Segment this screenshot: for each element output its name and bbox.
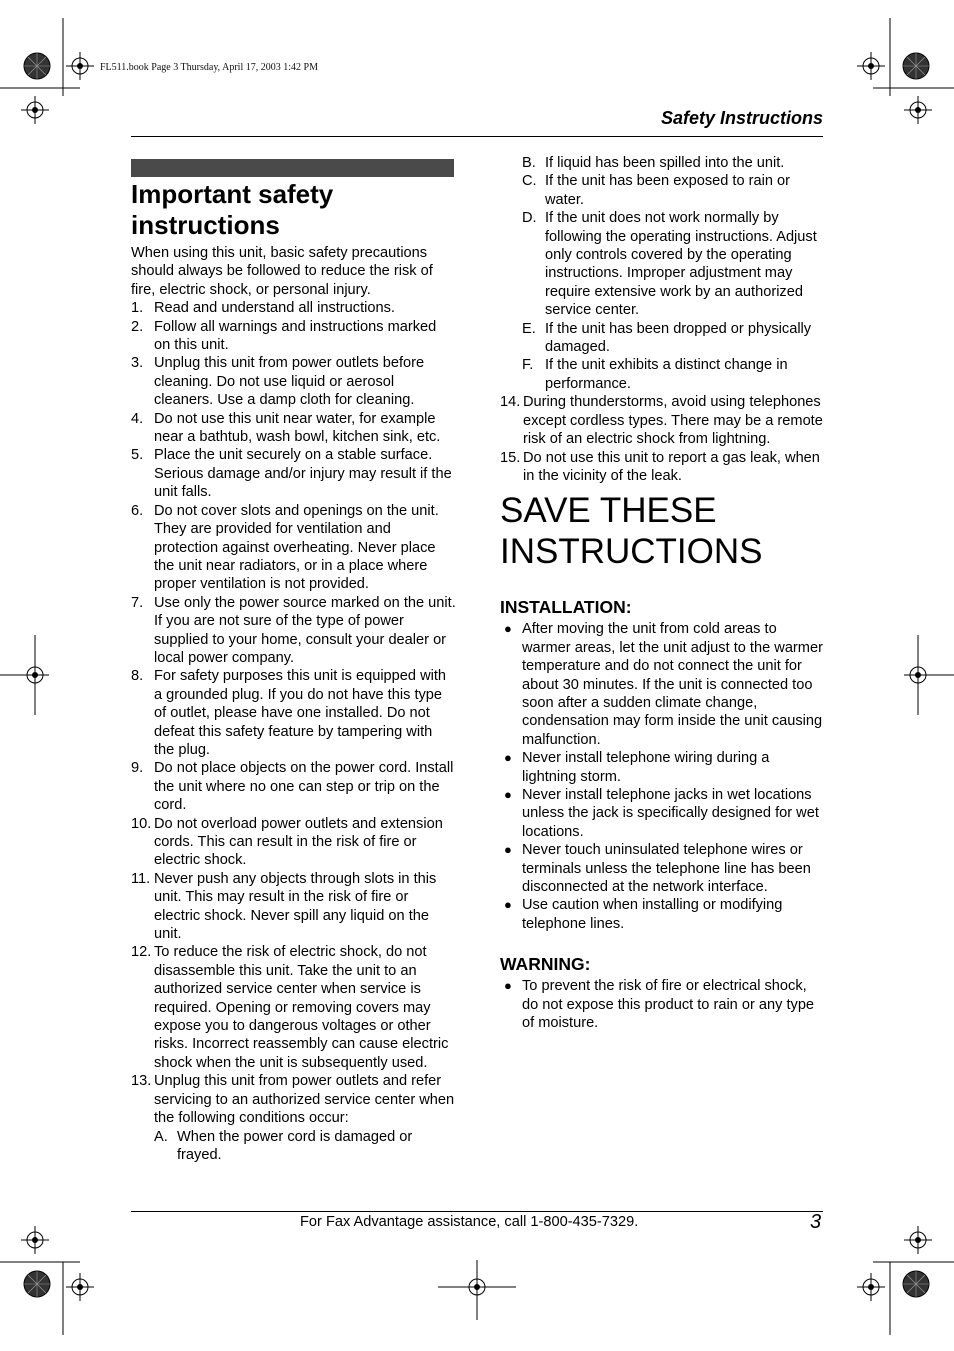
left-column <box>131 244 456 1164</box>
registration-mark-icon <box>904 96 932 124</box>
footer-assistance: For Fax Advantage assistance, call 1-800-435-7329. <box>300 1214 639 1230</box>
list-item <box>500 449 825 486</box>
registration-mark-icon <box>21 96 49 124</box>
list-item-marker: 8. <box>131 668 144 685</box>
conditions-list <box>154 1128 456 1165</box>
list-item-text: Never push any objects through slots in this unit. This may result in the risk of fire or electric shock. Never spill any liquid on the unit. <box>154 870 437 943</box>
bullet-item-marker: ● <box>504 978 512 994</box>
installation-list <box>500 620 825 933</box>
list-item-text: During thunderstorms, avoid using telephones except cordless types. There may be a remote risk of an electric shock from lightning. <box>523 394 823 448</box>
safety-list <box>131 299 456 1164</box>
list-item-marker: 4. <box>131 410 144 427</box>
condition-item-marker: A. <box>154 1128 168 1145</box>
bullet-item-marker: ● <box>504 621 512 637</box>
star-mark-icon <box>24 53 50 79</box>
list-item <box>500 393 825 448</box>
list-item-marker: 1. <box>131 300 144 317</box>
condition-item-marker: D. <box>522 210 537 227</box>
list-item-marker: 13. <box>131 1073 152 1090</box>
bullet-item-marker: ● <box>504 842 512 858</box>
registration-mark-icon <box>21 1226 49 1254</box>
condition-item <box>500 320 825 357</box>
condition-item-text: If the unit has been exposed to rain or water. <box>545 173 791 208</box>
condition-item-marker: B. <box>522 155 536 171</box>
registration-mark-icon <box>66 52 94 80</box>
bullet-item-text: Use caution when installing or modifying telephone lines. <box>522 897 783 932</box>
bullet-item-text: To prevent the risk of fire or electrical shock, do not expose this product to rain or any type of moisture. <box>522 978 815 1032</box>
condition-item-text: If the unit has been dropped or physically damaged. <box>545 320 812 356</box>
right-column <box>500 154 825 1032</box>
list-item <box>131 943 456 1072</box>
list-item-text: Do not use this unit to report a gas leak, when in the vicinity of the leak. <box>523 449 820 484</box>
condition-item <box>154 1128 456 1165</box>
star-mark-icon <box>903 1271 929 1297</box>
condition-item-text: If the unit does not work normally by following the operating instructions. Adjust only controls covered by the operating instructions. Improper adjustment may require extensive work by an authorized service center. <box>545 210 817 319</box>
list-item <box>131 354 456 409</box>
condition-item-marker: C. <box>522 173 537 190</box>
installation-heading: INSTALLATION: <box>500 597 632 618</box>
list-item-text: Do not place objects on the power cord. Install the unit where no one can step or trip on the cord. <box>154 760 454 814</box>
list-item-text: Unplug this unit from power outlets and refer servicing to an authorized service center when the following conditions occur: <box>154 1073 455 1127</box>
list-item-text: Use only the power source marked on the unit. If you are not sure of the type of power supplied to your home, consult your dealer or local power company. <box>154 594 456 666</box>
list-item <box>131 299 456 317</box>
save-instructions-title: SAVE THESE INSTRUCTIONS <box>500 491 763 572</box>
list-item-marker: 14. <box>500 394 521 411</box>
registration-mark-icon <box>857 52 885 80</box>
list-item-text: To reduce the risk of electric shock, do not disassemble this unit. Take the unit to an authorized service center when service is required. Opening or removing covers may expose you to dangerous voltages or other risks. Incorrect reassembly can cause electric shock when the unit is subsequently used. <box>154 944 449 1071</box>
list-item <box>131 667 456 759</box>
list-item-text: Do not use this unit near water, for example near a bathtub, wash bowl, kitchen sink, etc. <box>154 410 441 446</box>
bullet-item <box>500 620 825 749</box>
bullet-item-marker: ● <box>504 750 512 766</box>
list-item-marker: 7. <box>131 594 144 611</box>
list-item <box>131 410 456 447</box>
bullet-item <box>500 786 825 841</box>
bullet-item <box>500 977 825 1032</box>
conditions-list-continued <box>500 154 825 393</box>
list-item-marker: 11. <box>131 870 151 887</box>
list-item <box>131 446 456 501</box>
star-mark-icon <box>24 1271 50 1297</box>
bullet-item-text: Never install telephone jacks in wet locations unless the jack is specifically designed for wet locations. <box>522 786 819 840</box>
registration-mark-icon <box>66 1273 94 1301</box>
condition-item <box>500 154 825 172</box>
list-item <box>131 1072 456 1164</box>
running-header-title: Safety Instructions <box>660 108 823 128</box>
list-item-marker: 10. <box>131 815 152 832</box>
list-item-text: Unplug this unit from power outlets before cleaning. Do not use liquid or aerosol cleaners. Use a damp cloth for cleaning. <box>154 355 425 409</box>
list-item <box>131 594 456 668</box>
bullet-item-text: Never touch uninsulated telephone wires or terminals unless the telephone line has been disconnected at the network interface. <box>522 842 811 895</box>
list-item-text: Do not cover slots and openings on the unit. They are provided for ventilation and protection against overheating. Never place the unit near radiators, or in a place where proper ventilation is not provided. <box>154 502 439 593</box>
header-rule <box>131 136 823 137</box>
list-item <box>131 318 456 355</box>
registration-mark-icon <box>857 1273 885 1301</box>
list-item <box>131 502 456 594</box>
list-item-marker: 15. <box>500 449 521 466</box>
condition-item-text: When the power cord is damaged or frayed. <box>177 1128 413 1163</box>
registration-mark-icon <box>904 1226 932 1254</box>
condition-item-marker: E. <box>522 320 536 337</box>
intro-paragraph: When using this unit, basic safety precautions should always be followed to reduce the risk of fire, electric shock, or personal injury. <box>131 245 433 298</box>
list-item-text: Read and understand all instructions. <box>154 300 395 317</box>
page-number: 3 <box>810 1211 822 1233</box>
condition-item-marker: F. <box>522 357 534 374</box>
page-heading: Important safety instructions <box>131 179 334 240</box>
list-item-marker: 2. <box>131 318 144 335</box>
bullet-item <box>500 896 825 933</box>
list-item <box>131 870 456 944</box>
bullet-item-text: Never install telephone wiring during a lightning storm. <box>522 750 770 785</box>
condition-item-text: If liquid has been spilled into the unit. <box>545 155 785 171</box>
condition-item <box>500 356 825 393</box>
warning-heading: WARNING: <box>500 954 591 975</box>
condition-item-text: If the unit exhibits a distinct change in performance. <box>545 357 788 392</box>
condition-item <box>500 172 825 209</box>
list-item-marker: 3. <box>131 355 144 372</box>
star-mark-icon <box>903 53 929 79</box>
bullet-item-text: After moving the unit from cold areas to warmer areas, let the unit adjust to the warmer temperature and do not connect the unit for about 30 minutes. If the unit is connected too soon after a sudden climate change, condensation may form inside the unit causing malfunction. <box>522 621 823 748</box>
condition-item <box>500 209 825 319</box>
list-item-marker: 9. <box>131 760 144 777</box>
list-item-marker: 12. <box>131 944 152 961</box>
list-item-text: Do not overload power outlets and extension cords. This can result in the risk of fire or electric shock. <box>154 815 443 869</box>
list-item <box>131 815 456 870</box>
safety-list-continued <box>500 393 825 485</box>
bullet-item <box>500 749 825 786</box>
bullet-item-marker: ● <box>504 897 512 913</box>
list-item-text: Place the unit securely on a stable surface. Serious damage and/or injury may result if the unit falls. <box>154 447 452 501</box>
bullet-item-marker: ● <box>504 786 512 802</box>
list-item-marker: 5. <box>131 447 144 464</box>
list-item-text: Follow all warnings and instructions marked on this unit. <box>154 318 437 354</box>
footer-rule <box>131 1211 823 1212</box>
bullet-item <box>500 841 825 896</box>
section-bar <box>131 159 454 177</box>
list-item <box>131 759 456 814</box>
warning-list <box>500 977 825 1032</box>
list-item-marker: 6. <box>131 502 144 519</box>
list-item-text: For safety purposes this unit is equipped with a grounded plug. If you do not have this type of outlet, please have one installed. Do not defeat this safety feature by tampering with the plug. <box>154 668 447 758</box>
print-slug: FL511.book Page 3 Thursday, April 17, 2003 1:42 PM <box>100 62 318 73</box>
